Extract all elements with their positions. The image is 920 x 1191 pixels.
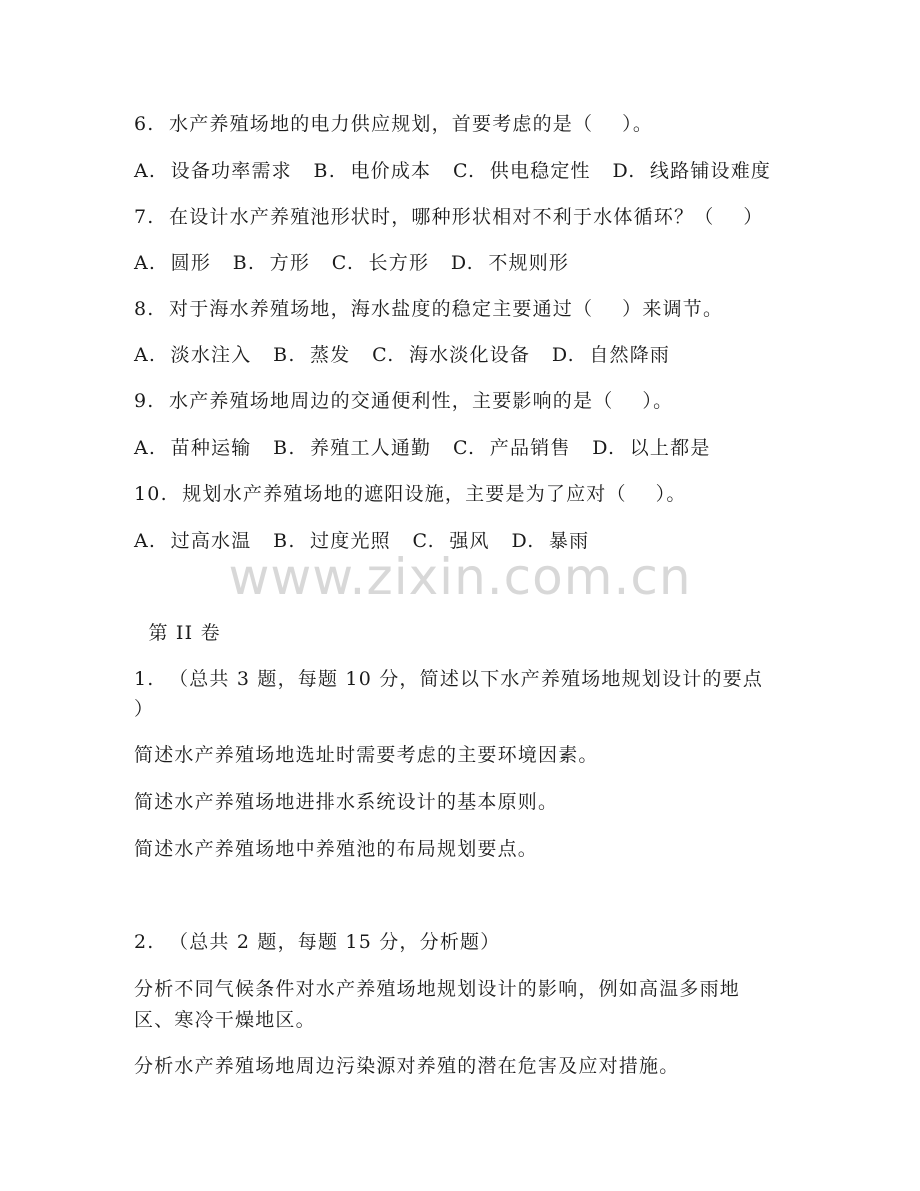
part2-q1-cont: 区、寒冷干燥地区。 [134,1009,316,1031]
q8-stem: 8. 对于海水养殖场地，海水盐度的稳定主要通过（ ）来调节。 [134,298,724,320]
q7-options: A. 圆形 B. 方形 C. 长方形 D. 不规则形 [134,252,570,274]
part1-heading: 1. （总共 3 题，每题 10 分，简述以下水产养殖场地规划设计的要点 [134,668,764,690]
section-heading: 第 II 卷 [134,622,221,644]
part2-q2: 分析水产养殖场地周边污染源对养殖的潜在危害及应对措施。 [134,1055,680,1077]
watermark: www.zixin.com.cn [228,548,692,606]
q10-stem: 10. 规划水产养殖场地的遮阳设施，主要是为了应对（ ）。 [134,483,687,505]
q9-stem: 9. 水产养殖场地周边的交通便利性，主要影响的是（ ）。 [134,390,674,412]
part1-heading-cont: ） [134,698,155,720]
q6-options: A. 设备功率需求 B. 电价成本 C. 供电稳定性 D. 线路铺设难度 [134,160,772,182]
q8-options: A. 淡水注入 B. 蒸发 C. 海水淡化设备 D. 自然降雨 [134,344,671,366]
q6-stem: 6. 水产养殖场地的电力供应规划，首要考虑的是（ ）。 [134,113,654,135]
part2-q1: 分析不同气候条件对水产养殖场地规划设计的影响，例如高温多雨地 [134,978,741,1000]
part1-q3: 简述水产养殖场地中养殖池的布局规划要点。 [134,838,539,860]
q10-options: A. 过高水温 B. 过度光照 C. 强风 D. 暴雨 [134,530,590,552]
part1-q1: 简述水产养殖场地选址时需要考虑的主要环境因素。 [134,744,599,766]
q7-stem: 7. 在设计水产养殖池形状时，哪种形状相对不利于水体循环？（ ） [134,206,764,228]
q9-options: A. 苗种运输 B. 养殖工人通勤 C. 产品销售 D. 以上都是 [134,437,711,459]
part1-q2: 简述水产养殖场地进排水系统设计的基本原则。 [134,791,559,813]
part2-heading: 2. （总共 2 题，每题 15 分，分析题） [134,931,501,953]
